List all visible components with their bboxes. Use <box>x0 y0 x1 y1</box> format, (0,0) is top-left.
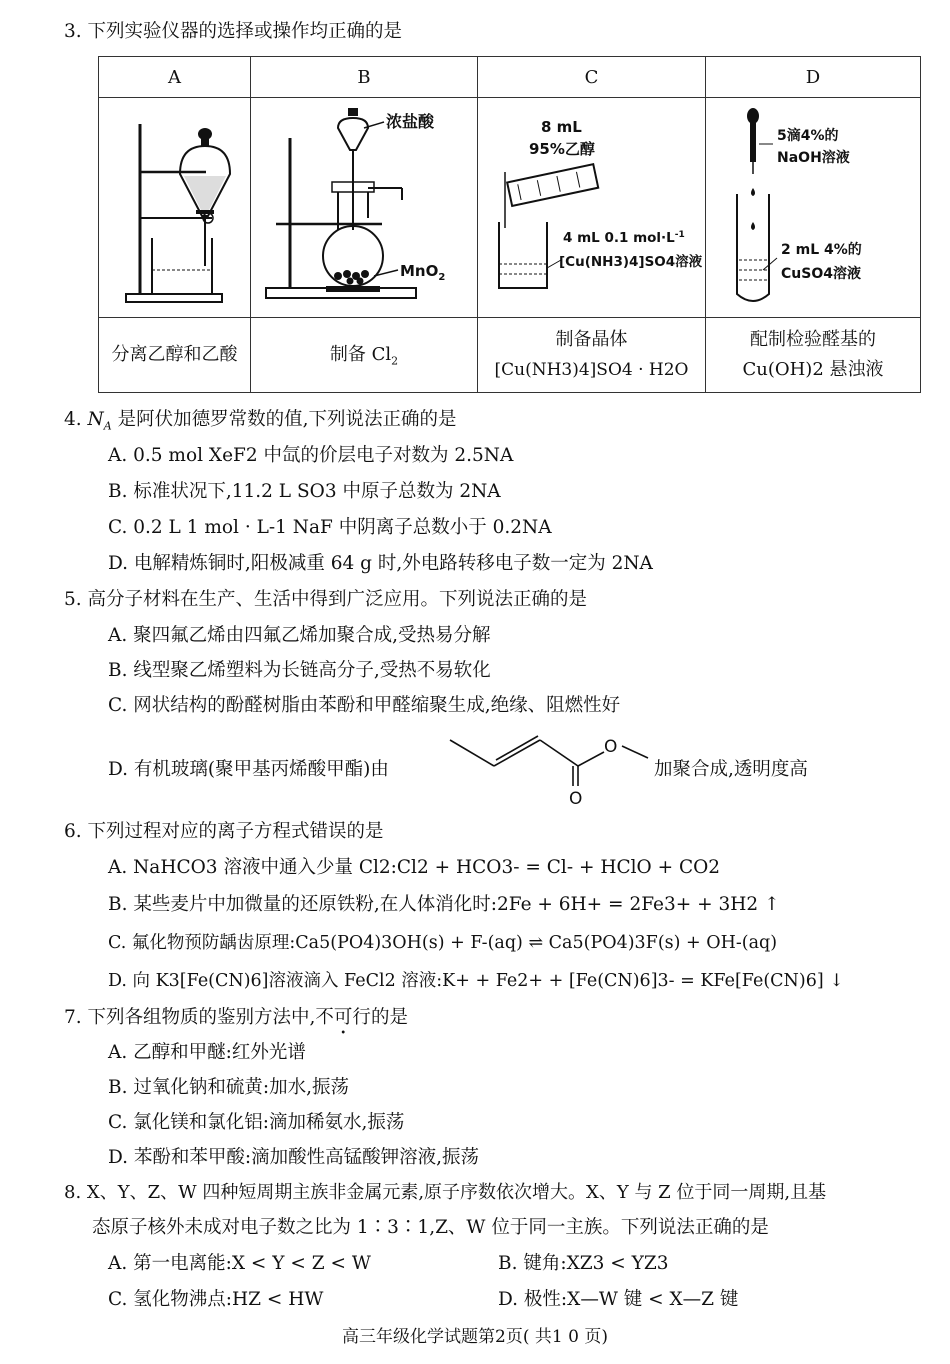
q5-option-b: B. 线型聚乙烯塑料为长链高分子,受热不易软化 <box>108 660 491 681</box>
label-complex-solution: [Cu(NH3)4]SO4溶液 <box>558 254 702 270</box>
label-naoh-drops: 5滴4%的 <box>776 128 839 144</box>
q6-option-b: B. 某些麦片中加微量的还原铁粉,在人体消化时:2Fe + 6H+ = 2Fe3+ + 3H2 ↑ <box>108 894 780 915</box>
apparatus-a <box>99 98 251 318</box>
chlorine-generator-illustration <box>252 98 477 312</box>
separatory-funnel-illustration <box>100 98 250 312</box>
label-cuso4-solution: CuSO4溶液 <box>780 266 861 282</box>
label-8ml: 8 mL <box>540 118 582 136</box>
label-mno2-sub: 2 <box>437 272 445 283</box>
q7-stem-pre: 7. 下列各组物质的鉴别方法中, <box>64 1007 316 1028</box>
q3-table <box>98 56 921 393</box>
header-b: B <box>251 57 478 98</box>
caption-c-line1: 制备晶体 <box>555 329 628 350</box>
svg-text:4 mL 0.1 mol·L-1 <box>563 230 685 246</box>
apparatus-d <box>706 98 921 318</box>
q4-number: 4. <box>64 409 82 430</box>
header-d: D <box>706 57 921 98</box>
q7-option-a: A. 乙醇和甲醚:红外光谱 <box>108 1042 306 1063</box>
ester-oxygen-label: O <box>604 737 618 757</box>
svg-text:MnO2 <box>400 262 445 283</box>
q8-option-d: D. 极性:X—W 键 < X—Z 键 <box>498 1289 739 1310</box>
q4-option-d: D. 电解精炼铜时,阳极减重 64 g 时,外电路转移电子数一定为 2NA <box>108 553 653 574</box>
crystal-preparation-illustration <box>479 98 705 312</box>
apparatus-b <box>251 98 478 318</box>
q5-stem: 5. 高分子材料在生产、生活中得到广泛应用。下列说法正确的是 <box>64 589 588 610</box>
caption-b <box>251 318 478 393</box>
q6-option-d: D. 向 K3[Fe(CN)6]溶液滴入 FeCl2 溶液:K+ + Fe2+ + [Fe(CN)6]3- = KFe[Fe(CN)6] ↓ <box>108 971 844 991</box>
q7-option-c: C. 氯化镁和氯化铝:滴加稀氨水,振荡 <box>108 1112 405 1133</box>
label-naoh-solution: NaOH溶液 <box>776 150 850 166</box>
q6-stem: 6. 下列过程对应的离子方程式错误的是 <box>64 821 384 842</box>
q4-option-c: C. 0.2 L 1 mol · L-1 NaF 中阴离子总数小于 0.2NA <box>108 517 552 538</box>
q4-na-sub: A <box>103 419 112 433</box>
q4-stem-text: 是阿伏加德罗常数的值,下列说法正确的是 <box>111 409 457 430</box>
methyl-methacrylate-structure <box>444 728 654 808</box>
carbonyl-oxygen-label: O <box>569 789 583 808</box>
q7-option-b: B. 过氧化钠和硫黄:加水,振荡 <box>108 1077 349 1098</box>
q8-option-a: A. 第一电离能:X < Y < Z < W <box>108 1253 371 1274</box>
q6-option-a: A. NaHCO3 溶液中通入少量 Cl2:Cl2 + HCO3- = Cl- + HClO + CO2 <box>108 857 721 878</box>
q4-na-symbol: N <box>87 409 104 430</box>
label-conc: 4 mL 0.1 mol·L <box>562 230 675 246</box>
q3-stem: 3. 下列实验仪器的选择或操作均正确的是 <box>64 21 403 42</box>
header-a: A <box>99 57 251 98</box>
page-footer: 高三年级化学试题第2页( 共1 0 页) <box>342 1327 608 1347</box>
caption-c <box>478 318 706 393</box>
q5-option-c: C. 网状结构的酚醛树脂由苯酚和甲醛缩聚生成,绝缘、阻燃性好 <box>108 695 621 716</box>
q7-option-d: D. 苯酚和苯甲酸:滴加酸性高锰酸钾溶液,振荡 <box>108 1147 480 1168</box>
q5-option-d-tail: 加聚合成,透明度高 <box>654 759 808 780</box>
hydroxide-preparation-illustration <box>707 98 920 312</box>
q7-stem <box>64 1005 408 1031</box>
q8-option-b: B. 键角:XZ3 < YZ3 <box>498 1253 669 1274</box>
q8-stem-line1: 8. X、Y、Z、W 四种短周期主族非金属元素,原子序数依次增大。X、Y 与 Z 位于同一周期,且基 <box>64 1182 827 1203</box>
label-mno2: MnO <box>399 262 438 280</box>
caption-a: 分离乙醇和乙酸 <box>99 318 251 393</box>
q8-option-c: C. 氢化物沸点:HZ < HW <box>108 1289 324 1310</box>
q8-stem-line2: 态原子核外未成对电子数之比为 1∶3∶1,Z、W 位于同一主族。下列说法正确的是 <box>92 1217 769 1238</box>
caption-d-line2: Cu(OH)2 悬浊液 <box>742 359 884 380</box>
label-cuso4-volume: 2 mL 4%的 <box>780 242 862 258</box>
q6-option-c: C. 氟化物预防龋齿原理:Ca5(PO4)3OH(s) + F-(aq) ⇌ Ca5(PO4)3F(s) + OH-(aq) <box>108 933 778 953</box>
apparatus-c <box>478 98 706 318</box>
q7-emphasis: 不可行 <box>315 1007 371 1028</box>
caption-d <box>706 318 921 393</box>
q4-option-a: A. 0.5 mol XeF2 中氙的价层电子对数为 2.5NA <box>108 445 514 466</box>
caption-c-line2: [Cu(NH3)4]SO4 · H2O <box>494 360 689 380</box>
q7-stem-post: 的是 <box>370 1007 408 1028</box>
label-conc-hcl: 浓盐酸 <box>385 112 434 131</box>
caption-b-sub: 2 <box>391 354 399 368</box>
caption-d-line1: 配制检验醛基的 <box>750 329 876 350</box>
q5-option-a: A. 聚四氟乙烯由四氟乙烯加聚合成,受热易分解 <box>108 625 491 646</box>
label-conc-sup: -1 <box>674 230 685 240</box>
caption-b-text: 制备 Cl <box>329 344 392 365</box>
q5-option-d-text: D. 有机玻璃(聚甲基丙烯酸甲酯)由 <box>108 759 389 780</box>
q4-option-b: B. 标准状况下,11.2 L SO3 中原子总数为 2NA <box>108 481 501 502</box>
header-c: C <box>478 57 706 98</box>
q4-stem <box>64 407 456 433</box>
label-ethanol: 95%乙醇 <box>528 140 595 158</box>
